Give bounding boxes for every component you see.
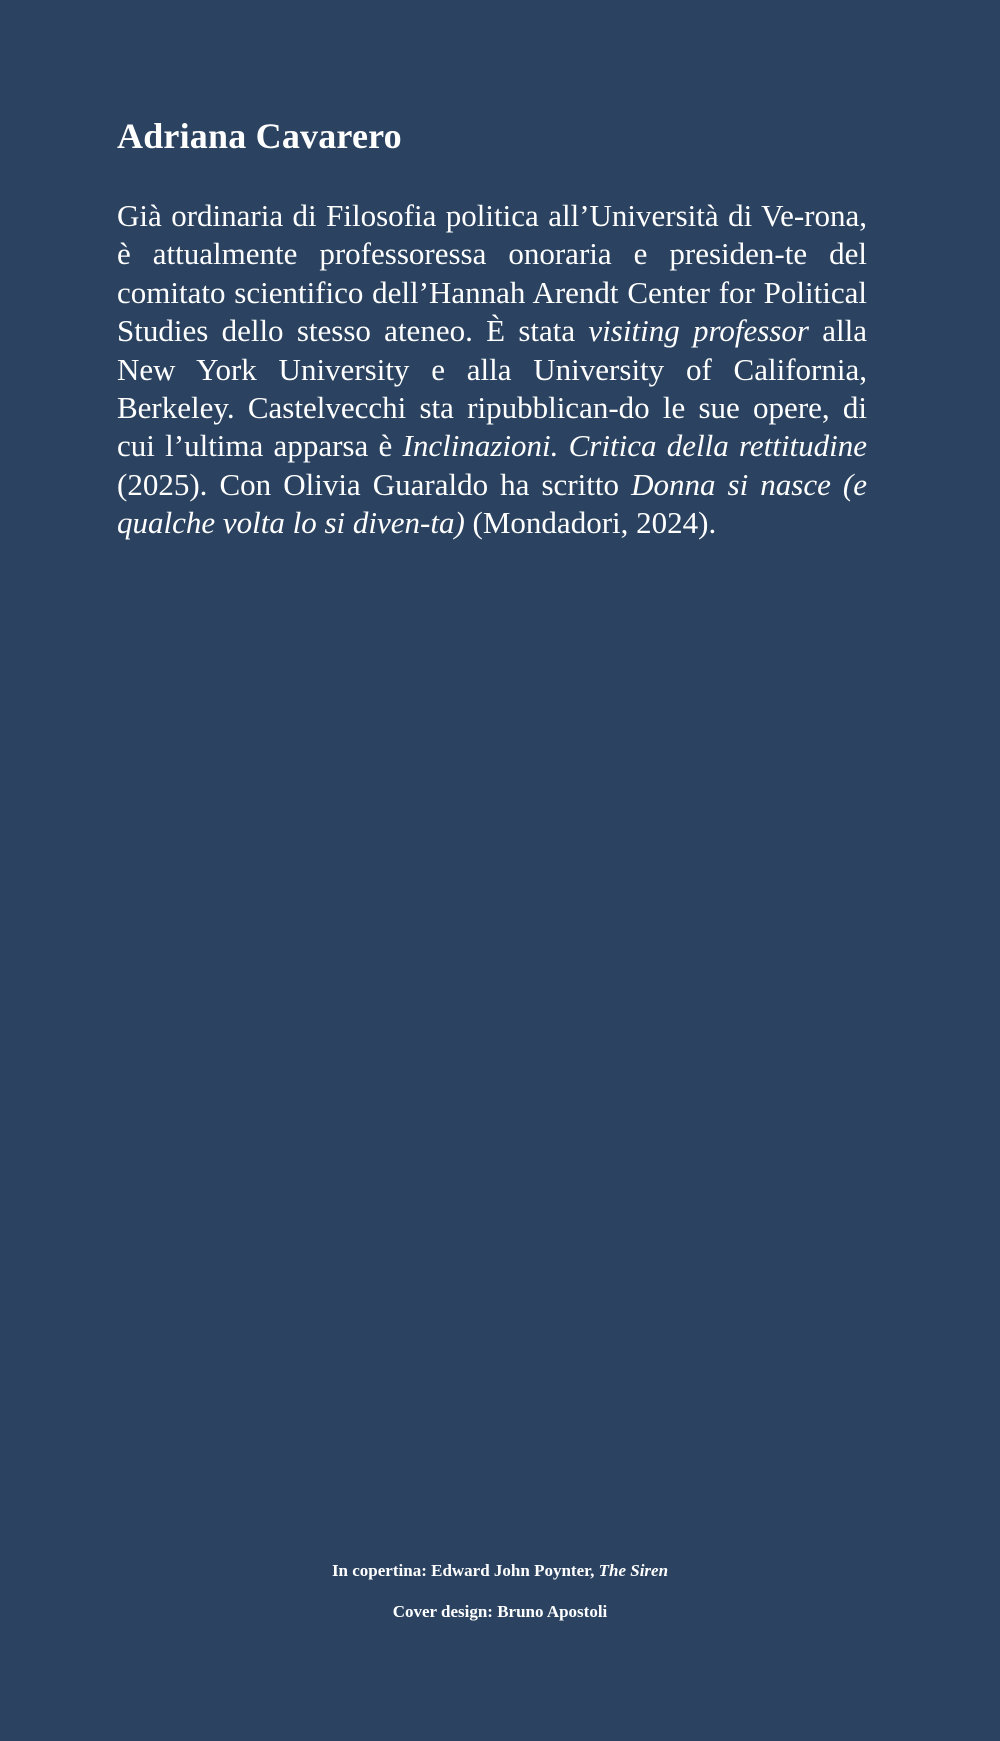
bio-text: Già ordinaria di Filosofia politica all’Università di Ve-rona, è attualmente professoressa onoraria e presiden-te del comitato scientifico dell’Hannah Arendt Center for Political Studies dello stesso ateneo. È stata [117, 198, 867, 349]
author-name: Adriana Cavarero [117, 116, 402, 156]
bio-italic-term: visiting professor [588, 313, 809, 349]
cover-credit-prefix: In copertina: Edward John Poynter, [331, 1561, 599, 1580]
cover-artwork-title: The Siren [598, 1561, 669, 1580]
bio-text: (2025). Con Olivia Guaraldo ha scritto [117, 466, 632, 502]
cover-design-credit: Cover design: Bruno Apostoli [392, 1602, 608, 1621]
bio-text: (Mondadori, 2024). [464, 505, 717, 541]
bio-book-title: Donna si nasce (e qualche volta lo si diven-ta) [117, 466, 867, 541]
bio-text: alla New York University e alla University of California, Berkeley. Castelvecchi sta ripubblican-do le sue opere, di cui l’ultima apparsa è [117, 313, 867, 464]
author-bio [117, 197, 867, 543]
cover-credit [0, 1560, 1000, 1582]
bio-book-title: Inclinazioni. Critica della rettitudine [402, 428, 867, 464]
